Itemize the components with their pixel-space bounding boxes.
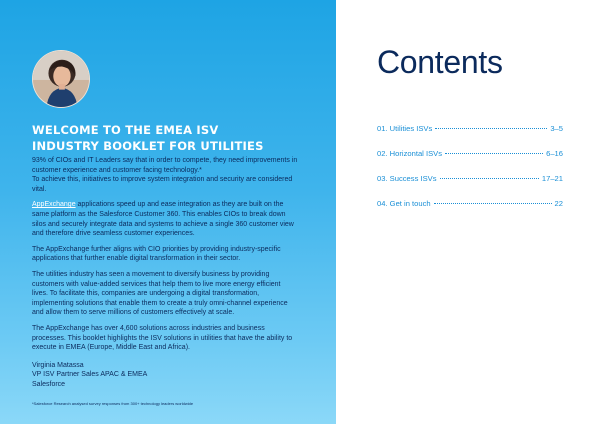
paragraph-cio-priorities: The AppExchange further aligns with CIO priorities by providing industry-specific applications that further enable digital transformation in their sector. bbox=[32, 245, 281, 263]
toc-item-horizontal-isvs[interactable] bbox=[377, 149, 563, 174]
paragraph-cio-stat-text: 93% of CIOs and IT Leaders say that in order to compete, they need improvements in customer experience and customer facing technology.* bbox=[32, 157, 298, 174]
intro-body bbox=[32, 156, 298, 389]
table-of-contents bbox=[377, 124, 563, 224]
paragraph-cio-stat bbox=[32, 156, 298, 194]
appexchange-link[interactable]: AppExchange bbox=[32, 201, 76, 209]
signature-company: Salesforce bbox=[32, 380, 66, 388]
paragraph-solutions-count: The AppExchange has over 4,600 solutions across industries and business processes. This booklet highlights the ISV solutions in utilities that have the ability to execute in EMEA (Europe, Middle East and Africa). bbox=[32, 324, 293, 352]
paragraph-utilities-industry: The utilities industry has seen a movement to diversify business by providing customers with value-added services that help them to live more energy efficient lives. To facilitate this, companies are undergoing a digital transformation, implementing solutions that enable them to create a truly omni-channel experience and allow them to serve millions of customers effectively at scale. bbox=[32, 270, 288, 317]
toc-item-label: 01. Utilities ISVs bbox=[377, 124, 433, 133]
signature-name: Virginia Matassa bbox=[32, 361, 84, 369]
toc-item-pages: 17–21 bbox=[541, 174, 563, 183]
toc-item-pages: 6–16 bbox=[546, 149, 563, 158]
toc-leader-dots bbox=[434, 203, 552, 204]
toc-item-success-isvs[interactable] bbox=[377, 174, 563, 199]
toc-item-utilities-isvs[interactable] bbox=[377, 124, 563, 149]
toc-item-label: 04. Get in touch bbox=[377, 199, 431, 208]
paragraph-appexchange bbox=[32, 200, 298, 238]
footnote: *Salesforce Research analysed survey responses from 300+ technology leaders worldwide bbox=[32, 401, 194, 406]
signature-block bbox=[32, 361, 298, 390]
toc-item-pages: 3–5 bbox=[550, 124, 563, 133]
portrait-image bbox=[33, 51, 89, 107]
toc-item-get-in-touch[interactable] bbox=[377, 199, 563, 224]
toc-item-pages: 22 bbox=[554, 199, 563, 208]
toc-leader-dots bbox=[445, 153, 543, 154]
toc-leader-dots bbox=[440, 178, 539, 179]
signature-role: VP ISV Partner Sales APAC & EMEA bbox=[32, 371, 148, 379]
welcome-title: WELCOME TO THE EMEA ISV INDUSTRY BOOKLET FOR UTILITIES bbox=[32, 123, 264, 153]
avatar bbox=[32, 50, 90, 108]
toc-leader-dots bbox=[435, 128, 547, 129]
paragraph-integration-text: To achieve this, initiatives to improve system integration and security are considered vital. bbox=[32, 176, 293, 193]
toc-item-label: 03. Success ISVs bbox=[377, 174, 437, 183]
toc-item-label: 02. Horizontal ISVs bbox=[377, 149, 442, 158]
paragraph-appexchange-text: applications speed up and ease integration as they are built on the same platform as the Salesforce Customer 360. This enables CIOs to break down silos and securely integrate data and systems to achieve a single 360 customer view and therefore drive seamless customer experiences. bbox=[32, 201, 294, 238]
contents-title: Contents bbox=[377, 44, 503, 80]
